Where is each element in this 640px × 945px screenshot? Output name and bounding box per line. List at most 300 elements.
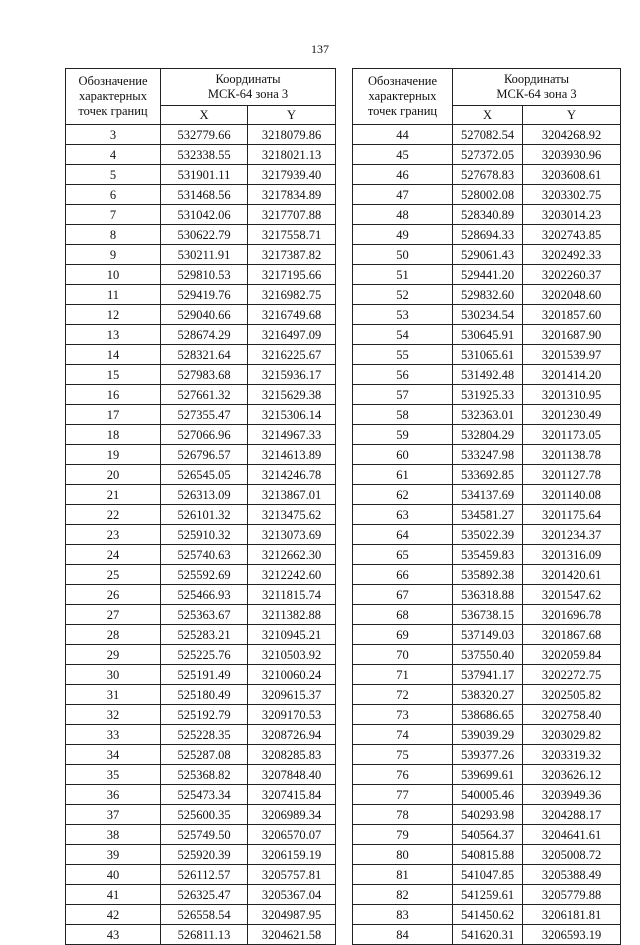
y-coordinate-cell: 3218021.13 bbox=[248, 145, 336, 165]
y-coordinate-cell: 3210503.92 bbox=[248, 645, 336, 665]
x-coordinate-cell: 527082.54 bbox=[453, 125, 523, 145]
x-coordinate-cell: 531065.61 bbox=[453, 345, 523, 365]
header-coordinates bbox=[453, 69, 621, 106]
point-number-cell: 31 bbox=[66, 685, 161, 705]
table-row bbox=[66, 305, 336, 325]
point-number-cell: 45 bbox=[353, 145, 453, 165]
right-table-body bbox=[353, 125, 621, 945]
point-number-cell: 47 bbox=[353, 185, 453, 205]
table-row bbox=[66, 905, 336, 925]
table-row bbox=[66, 705, 336, 725]
point-number-cell: 11 bbox=[66, 285, 161, 305]
x-coordinate-cell: 528002.08 bbox=[453, 185, 523, 205]
y-coordinate-cell: 3206570.07 bbox=[248, 825, 336, 845]
table-row bbox=[353, 225, 621, 245]
table-row bbox=[353, 785, 621, 805]
y-coordinate-cell: 3212242.60 bbox=[248, 565, 336, 585]
header-point-designation bbox=[353, 69, 453, 125]
y-coordinate-cell: 3211382.88 bbox=[248, 605, 336, 625]
x-coordinate-cell: 527066.96 bbox=[161, 425, 248, 445]
point-number-cell: 56 bbox=[353, 365, 453, 385]
y-coordinate-cell: 3202492.33 bbox=[523, 245, 621, 265]
table-row bbox=[353, 725, 621, 745]
x-coordinate-cell: 525466.93 bbox=[161, 585, 248, 605]
table-row bbox=[66, 465, 336, 485]
point-number-cell: 8 bbox=[66, 225, 161, 245]
table-row bbox=[66, 825, 336, 845]
point-number-cell: 55 bbox=[353, 345, 453, 365]
header-point-line-1: Обозначение bbox=[367, 74, 438, 88]
table-row bbox=[66, 645, 336, 665]
y-coordinate-cell: 3201420.61 bbox=[523, 565, 621, 585]
point-number-cell: 5 bbox=[66, 165, 161, 185]
y-coordinate-cell: 3206989.34 bbox=[248, 805, 336, 825]
point-number-cell: 4 bbox=[66, 145, 161, 165]
table-row bbox=[66, 365, 336, 385]
x-coordinate-cell: 541620.31 bbox=[453, 925, 523, 945]
y-coordinate-cell: 3201539.97 bbox=[523, 345, 621, 365]
y-coordinate-cell: 3217707.88 bbox=[248, 205, 336, 225]
table-row bbox=[353, 665, 621, 685]
point-number-cell: 51 bbox=[353, 265, 453, 285]
x-coordinate-cell: 533692.85 bbox=[453, 465, 523, 485]
x-coordinate-cell: 540815.88 bbox=[453, 845, 523, 865]
y-coordinate-cell: 3216749.68 bbox=[248, 305, 336, 325]
point-number-cell: 70 bbox=[353, 645, 453, 665]
table-row bbox=[353, 145, 621, 165]
y-coordinate-cell: 3212662.30 bbox=[248, 545, 336, 565]
y-coordinate-cell: 3213073.69 bbox=[248, 525, 336, 545]
x-coordinate-cell: 539699.61 bbox=[453, 765, 523, 785]
point-number-cell: 62 bbox=[353, 485, 453, 505]
y-coordinate-cell: 3207415.84 bbox=[248, 785, 336, 805]
y-coordinate-cell: 3205757.81 bbox=[248, 865, 336, 885]
header-x: X bbox=[161, 106, 248, 125]
x-coordinate-cell: 525368.82 bbox=[161, 765, 248, 785]
table-row bbox=[353, 405, 621, 425]
y-coordinate-cell: 3201234.37 bbox=[523, 525, 621, 545]
point-number-cell: 48 bbox=[353, 205, 453, 225]
point-number-cell: 39 bbox=[66, 845, 161, 865]
table-row bbox=[353, 605, 621, 625]
point-number-cell: 76 bbox=[353, 765, 453, 785]
header-x: X bbox=[453, 106, 523, 125]
y-coordinate-cell: 3203319.32 bbox=[523, 745, 621, 765]
point-number-cell: 78 bbox=[353, 805, 453, 825]
x-coordinate-cell: 525910.32 bbox=[161, 525, 248, 545]
point-number-cell: 20 bbox=[66, 465, 161, 485]
y-coordinate-cell: 3203302.75 bbox=[523, 185, 621, 205]
x-coordinate-cell: 541450.62 bbox=[453, 905, 523, 925]
y-coordinate-cell: 3206159.19 bbox=[248, 845, 336, 865]
y-coordinate-cell: 3217939.40 bbox=[248, 165, 336, 185]
header-coords-line-1: Координаты bbox=[503, 72, 570, 86]
y-coordinate-cell: 3204288.17 bbox=[523, 805, 621, 825]
y-coordinate-cell: 3202505.82 bbox=[523, 685, 621, 705]
table-row bbox=[353, 905, 621, 925]
table-row bbox=[353, 365, 621, 385]
table-row bbox=[353, 425, 621, 445]
point-number-cell: 63 bbox=[353, 505, 453, 525]
table-row bbox=[353, 705, 621, 725]
table-row bbox=[353, 645, 621, 665]
point-number-cell: 17 bbox=[66, 405, 161, 425]
x-coordinate-cell: 525228.35 bbox=[161, 725, 248, 745]
y-coordinate-cell: 3208285.83 bbox=[248, 745, 336, 765]
table-row bbox=[66, 805, 336, 825]
x-coordinate-cell: 526325.47 bbox=[161, 885, 248, 905]
table-row bbox=[66, 165, 336, 185]
y-coordinate-cell: 3203949.36 bbox=[523, 785, 621, 805]
table-row bbox=[353, 845, 621, 865]
header-point-line-1: Обозначение bbox=[78, 74, 148, 88]
header-coords-line-1: Координаты bbox=[215, 72, 281, 86]
x-coordinate-cell: 527983.68 bbox=[161, 365, 248, 385]
point-number-cell: 79 bbox=[353, 825, 453, 845]
table-row bbox=[353, 265, 621, 285]
y-coordinate-cell: 3217387.82 bbox=[248, 245, 336, 265]
y-coordinate-cell: 3218079.86 bbox=[248, 125, 336, 145]
point-number-cell: 43 bbox=[66, 925, 161, 945]
table-row bbox=[353, 885, 621, 905]
point-number-cell: 15 bbox=[66, 365, 161, 385]
x-coordinate-cell: 526313.09 bbox=[161, 485, 248, 505]
y-coordinate-cell: 3201173.05 bbox=[523, 425, 621, 445]
y-coordinate-cell: 3207848.40 bbox=[248, 765, 336, 785]
x-coordinate-cell: 532338.55 bbox=[161, 145, 248, 165]
point-number-cell: 77 bbox=[353, 785, 453, 805]
header-point-line-2: характерных bbox=[79, 89, 147, 103]
table-row bbox=[353, 345, 621, 365]
point-number-cell: 36 bbox=[66, 785, 161, 805]
y-coordinate-cell: 3215629.38 bbox=[248, 385, 336, 405]
x-coordinate-cell: 526811.13 bbox=[161, 925, 248, 945]
y-coordinate-cell: 3203930.96 bbox=[523, 145, 621, 165]
x-coordinate-cell: 528694.33 bbox=[453, 225, 523, 245]
table-row bbox=[353, 765, 621, 785]
table-row bbox=[66, 865, 336, 885]
x-coordinate-cell: 531492.48 bbox=[453, 365, 523, 385]
point-number-cell: 35 bbox=[66, 765, 161, 785]
y-coordinate-cell: 3205388.49 bbox=[523, 865, 621, 885]
header-y: Y bbox=[248, 106, 336, 125]
point-number-cell: 69 bbox=[353, 625, 453, 645]
y-coordinate-cell: 3216982.75 bbox=[248, 285, 336, 305]
point-number-cell: 7 bbox=[66, 205, 161, 225]
point-number-cell: 46 bbox=[353, 165, 453, 185]
y-coordinate-cell: 3213867.01 bbox=[248, 485, 336, 505]
table-row bbox=[353, 565, 621, 585]
x-coordinate-cell: 535892.38 bbox=[453, 565, 523, 585]
table-row bbox=[66, 245, 336, 265]
point-number-cell: 52 bbox=[353, 285, 453, 305]
header-point-designation bbox=[66, 69, 161, 125]
point-number-cell: 84 bbox=[353, 925, 453, 945]
y-coordinate-cell: 3214613.89 bbox=[248, 445, 336, 465]
x-coordinate-cell: 525363.67 bbox=[161, 605, 248, 625]
point-number-cell: 28 bbox=[66, 625, 161, 645]
table-row bbox=[66, 225, 336, 245]
y-coordinate-cell: 3214246.78 bbox=[248, 465, 336, 485]
point-number-cell: 25 bbox=[66, 565, 161, 585]
page-number: 137 bbox=[311, 42, 329, 56]
y-coordinate-cell: 3204641.61 bbox=[523, 825, 621, 845]
y-coordinate-cell: 3209170.53 bbox=[248, 705, 336, 725]
y-coordinate-cell: 3204621.58 bbox=[248, 925, 336, 945]
point-number-cell: 18 bbox=[66, 425, 161, 445]
y-coordinate-cell: 3204987.95 bbox=[248, 905, 336, 925]
y-coordinate-cell: 3201230.49 bbox=[523, 405, 621, 425]
point-number-cell: 37 bbox=[66, 805, 161, 825]
table-row bbox=[66, 405, 336, 425]
table-row bbox=[66, 285, 336, 305]
table-row bbox=[353, 805, 621, 825]
table-row bbox=[353, 165, 621, 185]
y-coordinate-cell: 3202758.40 bbox=[523, 705, 621, 725]
table-row bbox=[353, 245, 621, 265]
table-row bbox=[353, 625, 621, 645]
x-coordinate-cell: 525592.69 bbox=[161, 565, 248, 585]
table-row bbox=[66, 745, 336, 765]
x-coordinate-cell: 526558.54 bbox=[161, 905, 248, 925]
point-number-cell: 33 bbox=[66, 725, 161, 745]
y-coordinate-cell: 3201414.20 bbox=[523, 365, 621, 385]
x-coordinate-cell: 526545.05 bbox=[161, 465, 248, 485]
x-coordinate-cell: 527661.32 bbox=[161, 385, 248, 405]
x-coordinate-cell: 525473.34 bbox=[161, 785, 248, 805]
x-coordinate-cell: 525287.08 bbox=[161, 745, 248, 765]
y-coordinate-cell: 3217558.71 bbox=[248, 225, 336, 245]
y-coordinate-cell: 3215936.17 bbox=[248, 365, 336, 385]
x-coordinate-cell: 528674.29 bbox=[161, 325, 248, 345]
x-coordinate-cell: 525283.21 bbox=[161, 625, 248, 645]
x-coordinate-cell: 535459.83 bbox=[453, 545, 523, 565]
header-point-line-2: характерных bbox=[368, 89, 437, 103]
y-coordinate-cell: 3205008.72 bbox=[523, 845, 621, 865]
x-coordinate-cell: 541047.85 bbox=[453, 865, 523, 885]
x-coordinate-cell: 525192.79 bbox=[161, 705, 248, 725]
x-coordinate-cell: 527372.05 bbox=[453, 145, 523, 165]
point-number-cell: 26 bbox=[66, 585, 161, 605]
point-number-cell: 24 bbox=[66, 545, 161, 565]
x-coordinate-cell: 540293.98 bbox=[453, 805, 523, 825]
y-coordinate-cell: 3201696.78 bbox=[523, 605, 621, 625]
point-number-cell: 82 bbox=[353, 885, 453, 905]
x-coordinate-cell: 531901.11 bbox=[161, 165, 248, 185]
y-coordinate-cell: 3202260.37 bbox=[523, 265, 621, 285]
table-row bbox=[66, 145, 336, 165]
x-coordinate-cell: 539039.29 bbox=[453, 725, 523, 745]
table-row bbox=[66, 565, 336, 585]
table-row bbox=[353, 865, 621, 885]
x-coordinate-cell: 540564.37 bbox=[453, 825, 523, 845]
y-coordinate-cell: 3201857.60 bbox=[523, 305, 621, 325]
point-number-cell: 41 bbox=[66, 885, 161, 905]
y-coordinate-cell: 3210060.24 bbox=[248, 665, 336, 685]
x-coordinate-cell: 536738.15 bbox=[453, 605, 523, 625]
x-coordinate-cell: 532363.01 bbox=[453, 405, 523, 425]
table-row bbox=[66, 185, 336, 205]
table-row bbox=[66, 845, 336, 865]
x-coordinate-cell: 525740.63 bbox=[161, 545, 248, 565]
y-coordinate-cell: 3216497.09 bbox=[248, 325, 336, 345]
point-number-cell: 54 bbox=[353, 325, 453, 345]
x-coordinate-cell: 530211.91 bbox=[161, 245, 248, 265]
x-coordinate-cell: 529810.53 bbox=[161, 265, 248, 285]
y-coordinate-cell: 3201316.09 bbox=[523, 545, 621, 565]
x-coordinate-cell: 532804.29 bbox=[453, 425, 523, 445]
table-row bbox=[66, 725, 336, 745]
table-row bbox=[353, 445, 621, 465]
point-number-cell: 49 bbox=[353, 225, 453, 245]
point-number-cell: 42 bbox=[66, 905, 161, 925]
x-coordinate-cell: 528321.64 bbox=[161, 345, 248, 365]
table-row bbox=[353, 185, 621, 205]
point-number-cell: 64 bbox=[353, 525, 453, 545]
table-row bbox=[353, 825, 621, 845]
header-point-line-3: точек границ bbox=[78, 104, 148, 118]
x-coordinate-cell: 525191.49 bbox=[161, 665, 248, 685]
y-coordinate-cell: 3209615.37 bbox=[248, 685, 336, 705]
y-coordinate-cell: 3202048.60 bbox=[523, 285, 621, 305]
header-coordinates bbox=[161, 69, 336, 106]
point-number-cell: 10 bbox=[66, 265, 161, 285]
table-row bbox=[66, 265, 336, 285]
point-number-cell: 21 bbox=[66, 485, 161, 505]
point-number-cell: 60 bbox=[353, 445, 453, 465]
table-row bbox=[66, 925, 336, 945]
y-coordinate-cell: 3201127.78 bbox=[523, 465, 621, 485]
table-row bbox=[66, 585, 336, 605]
table-row bbox=[353, 125, 621, 145]
x-coordinate-cell: 525180.49 bbox=[161, 685, 248, 705]
point-number-cell: 50 bbox=[353, 245, 453, 265]
x-coordinate-cell: 538686.65 bbox=[453, 705, 523, 725]
table-row bbox=[66, 325, 336, 345]
y-coordinate-cell: 3201138.78 bbox=[523, 445, 621, 465]
x-coordinate-cell: 529441.20 bbox=[453, 265, 523, 285]
table-row bbox=[353, 505, 621, 525]
y-coordinate-cell: 3201867.68 bbox=[523, 625, 621, 645]
x-coordinate-cell: 529832.60 bbox=[453, 285, 523, 305]
x-coordinate-cell: 525225.76 bbox=[161, 645, 248, 665]
table-row bbox=[66, 425, 336, 445]
coordinates-table-right bbox=[352, 68, 621, 945]
x-coordinate-cell: 534137.69 bbox=[453, 485, 523, 505]
point-number-cell: 12 bbox=[66, 305, 161, 325]
point-number-cell: 61 bbox=[353, 465, 453, 485]
point-number-cell: 68 bbox=[353, 605, 453, 625]
y-coordinate-cell: 3210945.21 bbox=[248, 625, 336, 645]
y-coordinate-cell: 3202743.85 bbox=[523, 225, 621, 245]
table-row bbox=[66, 505, 336, 525]
point-number-cell: 80 bbox=[353, 845, 453, 865]
table-row bbox=[353, 305, 621, 325]
point-number-cell: 29 bbox=[66, 645, 161, 665]
x-coordinate-cell: 525920.39 bbox=[161, 845, 248, 865]
point-number-cell: 44 bbox=[353, 125, 453, 145]
point-number-cell: 65 bbox=[353, 545, 453, 565]
y-coordinate-cell: 3201310.95 bbox=[523, 385, 621, 405]
x-coordinate-cell: 526112.57 bbox=[161, 865, 248, 885]
x-coordinate-cell: 533247.98 bbox=[453, 445, 523, 465]
point-number-cell: 40 bbox=[66, 865, 161, 885]
x-coordinate-cell: 531468.56 bbox=[161, 185, 248, 205]
table-row bbox=[66, 665, 336, 685]
y-coordinate-cell: 3204268.92 bbox=[523, 125, 621, 145]
x-coordinate-cell: 534581.27 bbox=[453, 505, 523, 525]
point-number-cell: 83 bbox=[353, 905, 453, 925]
table-row bbox=[66, 545, 336, 565]
x-coordinate-cell: 536318.88 bbox=[453, 585, 523, 605]
table-row bbox=[66, 445, 336, 465]
table-row bbox=[353, 325, 621, 345]
x-coordinate-cell: 525749.50 bbox=[161, 825, 248, 845]
table-row bbox=[66, 765, 336, 785]
x-coordinate-cell: 539377.26 bbox=[453, 745, 523, 765]
table-row bbox=[66, 885, 336, 905]
header-coords-line-2: МСК-64 зона 3 bbox=[496, 87, 577, 101]
point-number-cell: 58 bbox=[353, 405, 453, 425]
table-row bbox=[353, 585, 621, 605]
left-table-body bbox=[66, 125, 336, 945]
table-row bbox=[66, 485, 336, 505]
x-coordinate-cell: 526101.32 bbox=[161, 505, 248, 525]
x-coordinate-cell: 526796.57 bbox=[161, 445, 248, 465]
x-coordinate-cell: 527678.83 bbox=[453, 165, 523, 185]
coordinates-table-left bbox=[65, 68, 336, 945]
y-coordinate-cell: 3208726.94 bbox=[248, 725, 336, 745]
y-coordinate-cell: 3202059.84 bbox=[523, 645, 621, 665]
x-coordinate-cell: 537550.40 bbox=[453, 645, 523, 665]
table-row bbox=[353, 685, 621, 705]
x-coordinate-cell: 530622.79 bbox=[161, 225, 248, 245]
x-coordinate-cell: 528340.89 bbox=[453, 205, 523, 225]
point-number-cell: 6 bbox=[66, 185, 161, 205]
header-y: Y bbox=[523, 106, 621, 125]
table-row bbox=[66, 625, 336, 645]
point-number-cell: 22 bbox=[66, 505, 161, 525]
point-number-cell: 27 bbox=[66, 605, 161, 625]
point-number-cell: 73 bbox=[353, 705, 453, 725]
point-number-cell: 72 bbox=[353, 685, 453, 705]
x-coordinate-cell: 537941.17 bbox=[453, 665, 523, 685]
y-coordinate-cell: 3205779.88 bbox=[523, 885, 621, 905]
header-coords-line-2: МСК-64 зона 3 bbox=[207, 87, 289, 101]
point-number-cell: 14 bbox=[66, 345, 161, 365]
point-number-cell: 57 bbox=[353, 385, 453, 405]
x-coordinate-cell: 529419.76 bbox=[161, 285, 248, 305]
y-coordinate-cell: 3203608.61 bbox=[523, 165, 621, 185]
x-coordinate-cell: 532779.66 bbox=[161, 125, 248, 145]
x-coordinate-cell: 525600.35 bbox=[161, 805, 248, 825]
y-coordinate-cell: 3217834.89 bbox=[248, 185, 336, 205]
table-row bbox=[66, 605, 336, 625]
table-row bbox=[353, 285, 621, 305]
point-number-cell: 74 bbox=[353, 725, 453, 745]
y-coordinate-cell: 3201175.64 bbox=[523, 505, 621, 525]
x-coordinate-cell: 530645.91 bbox=[453, 325, 523, 345]
y-coordinate-cell: 3201687.90 bbox=[523, 325, 621, 345]
table-row bbox=[353, 385, 621, 405]
y-coordinate-cell: 3211815.74 bbox=[248, 585, 336, 605]
x-coordinate-cell: 540005.46 bbox=[453, 785, 523, 805]
point-number-cell: 32 bbox=[66, 705, 161, 725]
x-coordinate-cell: 527355.47 bbox=[161, 405, 248, 425]
table-row bbox=[66, 685, 336, 705]
x-coordinate-cell: 538320.27 bbox=[453, 685, 523, 705]
y-coordinate-cell: 3213475.62 bbox=[248, 505, 336, 525]
